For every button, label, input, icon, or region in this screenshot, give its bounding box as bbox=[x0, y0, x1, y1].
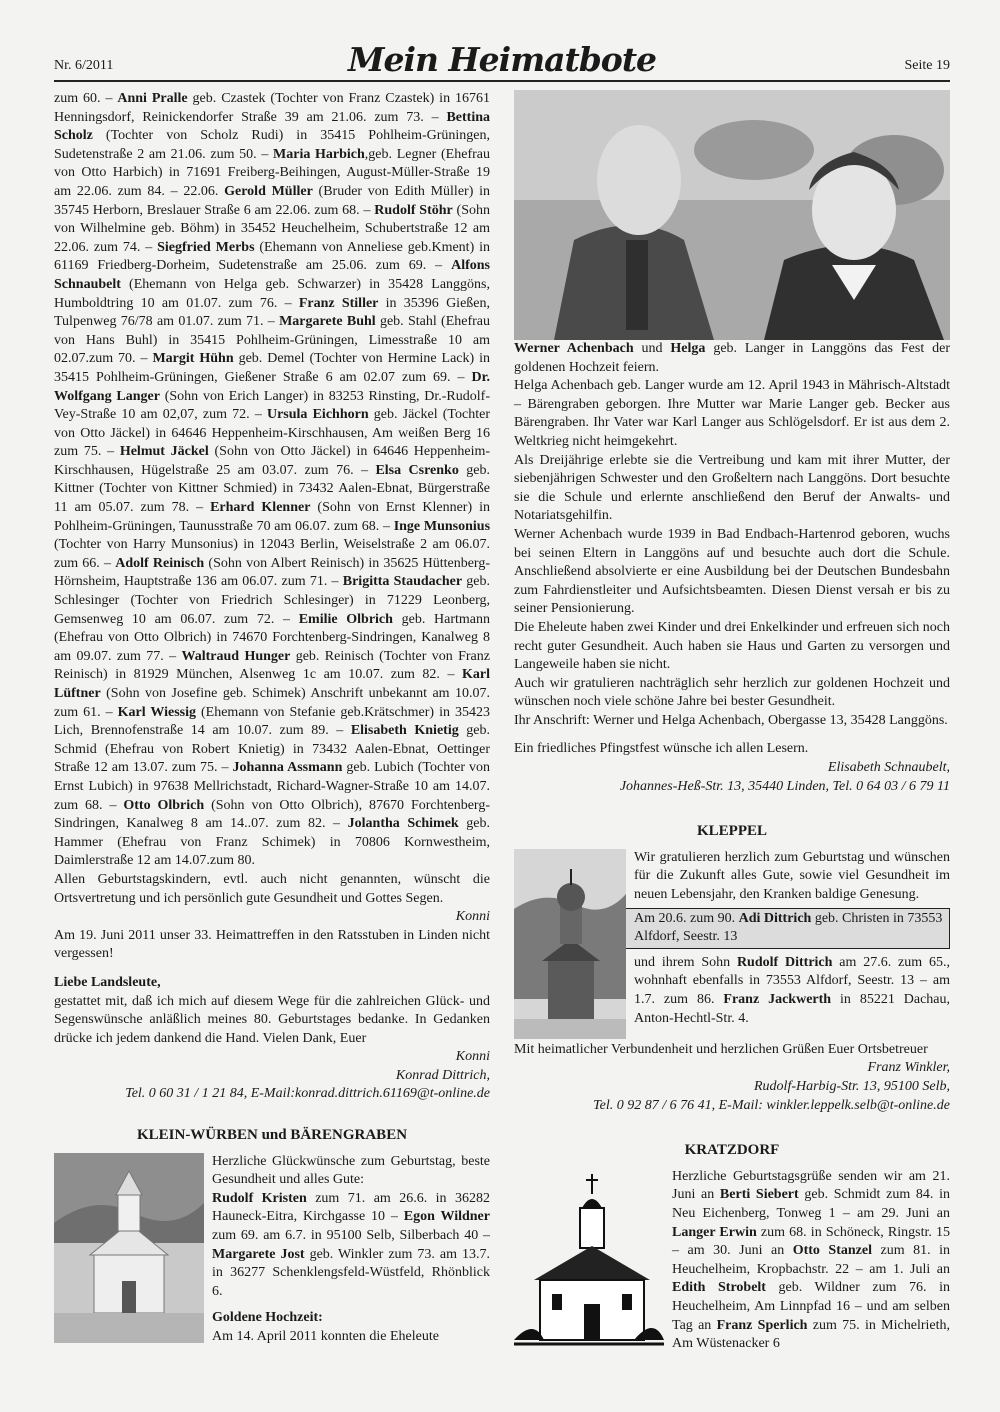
person-name: Maria Harbich bbox=[273, 146, 365, 162]
story-paragraph: Helga Achenbach geb. Langer wurde am 12. April 1943 in Mährisch-Altstadt – Bärengraben geborgen. Ihre Mutter war Marie Langer geb. Becker aus Bärengraben. Ihr Vater war Karl Langer aus Schlögelsdorf. Er ist aus dem 2. Weltkrieg nicht heimgekehrt. bbox=[514, 378, 950, 449]
kleppel-signature: Franz Winkler, bbox=[867, 1060, 950, 1076]
person-name: Langer Erwin bbox=[672, 1224, 757, 1240]
closing-signature: Konni bbox=[455, 909, 490, 925]
golden-wedding-text: Am 14. April 2011 konnten die Eheleute bbox=[212, 1329, 439, 1344]
birthday-list: zum 60. – Anni Pralle geb. Czastek (Tochter von Franz Czastek) in 16761 Henningsdorf, Reinickendorfer Straße 39 am 21.06. zum 73. – Bettina Scholz (Tochter von Scholz Rudi) in 35415 Pohlheim-Grüningen, Sudetenstraße 2 am 21.06. zum 50. – Maria Harbich,geb. Legner (Ehefrau von Otto Harbich) in 71691 Freiberg-Beihingen, August-Müller-Straße 19 am 22.06. zum 84. – 22.06. Gerold Müller (Bruder von Edith Müller) in 35745 Herborn, Breslauer Straße 6 am 22.06. zum 68. – Rudolf Stöhr (Sohn von Wilhelmine geb. Böhm) in 35452 Heuchelheim, Schubertstraße 12 am 22.06. zum 74. – Siegfried Merbs (Ehemann von Anneliese geb.Kment) in 61169 Friedberg-Dorheim, Sudetenstraße am 25.06. zum 69. – Alfons Schnaubelt (Ehemann von Helga geb. Schwarzer) in 35428 Langgöns, Humboldtring 10 am 01.07. zum 76. – Franz Stiller in 35396 Gießen, Tulpenweg 76/78 am 01.07. zum 71. – Margarete Buhl geb. Stahl (Ehefrau von Hans Buhl) in 35415 Pohlheim-Grüningen, Limesstraße 10 am 02.07.zum 70. – Margit Hühn geb. Demel (Tochter von Hermine Lack) in 35415 Pohlheim-Grüningen, Gießener Straße 6 am 02.07 zum 69. – Dr. Wolfgang Langer (Sohn von Erich Langer) in 83253 Rinsting, Dr.-Rudolf-Vey-Straße 10 am 02,07, zum 72. – Ursula Eichhorn geb. Jäckel (Tochter von Otto Jäckel) in 64646 Heppenheim-Kirschhausen, Am weißen Berg 16 zum 75. – Helmut Jäckel (Sohn von Otto Jäckel) in 64646 Heppenheim-Kirschhausen, Hügelstraße 25 am 03.07. zum 76. – Elsa Csrenko geb. Kittner (Tochter von Kittner Schmied) in 73432 Aalen-Ebnat, Bürgerstraße 11 am 05.07. zum 78. – Erhard Klenner (Sohn von Ernst Klenner) in Pohlheim-Grüningen, Taunusstraße 70 am 06.07. zum 68. – Inge Munsonius (Tochter von Harry Munsonius) in 12043 Berlin, Weiselstraße 2 am 06.07. zum 66. – Adolf Reinisch (Sohn von Albert Reinisch) in 35625 Hüttenberg-Hörnsheim, Hauptstraße 136 am 06.07. zum 71. – Brigitta Staudacher geb. Schlesinger (Tochter von Friedrich Schlesinger) in 71229 Leonberg, Gemsenweg 10 am 06.07. zum 72. – Emilie Olbrich geb. Hartmann (Ehefrau von Otto Olbrich) in 74670 Forchtenberg-Sindringen, Kanalweg 8 am 09.07. zum 77. – Waltraud Hunger geb. Reinisch (Tochter von Franz Reinisch) in 81929 München, Alsenweg 1c am 10.07. zum 82. – Karl Lüftner (Sohn von Josefine geb. Schimek) Anschrift unbekannt am 10.07. zum 61. – Karl Wiessig (Ehemann von Stefanie geb.Krätschmer) in 35423 Lich, Brennofenstraße 14 am 10.07. zum 89. – Elisabeth Knietig geb. Schmid (Ehefrau von Robert Knietig) in 73432 Aalen-Ebnat, Oettinger Straße 12 am 13.07. zum 75. – Johanna Assmann geb. Lubich (Tochter von Ernst Lubich) in 97638 Mellrichstadt, Richard-Wagner-Straße 10 am 14.07. zum 68. – Otto Olbrich (Sohn von Otto Olbrich), 87670 Forchtenberg-Sindringen, Kanalweg 8 am 14..07. zum 82. – Jolantha Schimek geb. Hammer (Ehefrau von Franz Schimek) in 70806 Kornwestheim, Daimlerstraße 12 am 14.07.zum 80. bbox=[54, 91, 491, 869]
person-name: Elisabeth Knietig bbox=[350, 723, 459, 739]
story-paragraph: Werner Achenbach wurde 1939 in Bad Endbach-Hartenrod geboren, wuchs bei seinen Eltern in Langgöns auf und besuchte auch dort die Schule. Anschließend absolvierte er eine Ausbildung bei der Deutschen Bundesbahn zum Fahrdienstleiter und Aufsichtsbeamten. Diesen Dienst versah er bis zu seiner Pensionierung. bbox=[514, 526, 950, 617]
klein-wuerben-heading: KLEIN-WÜRBEN und BÄRENGRABEN bbox=[136, 1127, 408, 1144]
person-name: Emilie Olbrich bbox=[298, 611, 393, 627]
landsleute-name: Konrad Dittrich, bbox=[395, 1067, 490, 1083]
person-name: Franz Stiller bbox=[298, 295, 379, 311]
landsleute-text: gestattet mit, daß ich mich auf diesem Wege für die zahlreichen Glück- und Segenswünsche anläßlich meines 80. Geburtstages bedanke. In Gedanken drücke ich jedem dankend die Hand. Vielen Dank, Euer bbox=[54, 993, 490, 1046]
person-name: Gerold Müller bbox=[224, 183, 313, 199]
meeting-reminder: Am 19. Juni 2011 unser 33. Heimattreffen in den Ratsstuben in Linden nicht vergessen! bbox=[54, 927, 490, 962]
kleppel-contact: Tel. 0 92 87 / 6 76 41, E-Mail: winkler.leppelk.selb@t-online.de bbox=[593, 1097, 950, 1113]
person-name: Berti Siebert bbox=[719, 1187, 799, 1203]
person-name: Ursula Eichhorn bbox=[266, 407, 369, 423]
person-name: Rudolf Dittrich bbox=[736, 954, 833, 970]
kleppel-highlight-text: Am 20.6. zum 90. Adi Dittrich geb. Christen in 73553 Alfdorf, Seestr. 13 bbox=[634, 910, 943, 945]
page-header bbox=[54, 40, 950, 82]
person-name: Brigitta Staudacher bbox=[342, 574, 463, 590]
person-name: Bettina Scholz bbox=[54, 109, 490, 144]
kleppel-address: Rudolf-Harbig-Str. 13, 95100 Selb, bbox=[754, 1079, 950, 1095]
person-name: Margit Hühn bbox=[152, 351, 234, 367]
person-name: Otto Olbrich bbox=[123, 797, 205, 813]
person-name: Edith Strobelt bbox=[672, 1280, 766, 1296]
kratzdorf-heading: KRATZDORF bbox=[684, 1142, 780, 1159]
kleppel-list: und ihrem Sohn Rudolf Dittrich am 27.6. zum 65., wohnhaft ebenfalls in 73553 Alfdorf, Seestr. 13 – am 1.7. zum 86. Franz Jackwerth in 85221 Dachau, Anton-Hechtl-Str. 4. bbox=[634, 954, 950, 1026]
kratzdorf-list: Herzliche Geburtstagsgrüße senden wir am 21. Juni an Berti Siebert geb. Schmidt zum 84. in Neu Eichenberg, Tonweg 1 – am 29. Juni an Langer Erwin zum 68. in Schöneck, Ringstr. 15 – am 30. Juni an Otto Stanzel zum 81. in Heuchelheim, Kropbachstr. 22 – am 1. Juli an Edith Strobelt geb. Wildner zum 76. in Heuchelheim, Am Linnpfad 16 – und am selben Tag an Franz Sperlich zum 75. in Michelrieth, Am Wüstenacker 6 bbox=[672, 1168, 951, 1352]
person-name: Franz Sperlich bbox=[716, 1317, 808, 1333]
person-name: Siegfried Merbs bbox=[157, 239, 255, 255]
landsleute-heading: Liebe Landsleute, bbox=[54, 974, 161, 990]
kleppel-chapel-photo bbox=[514, 849, 626, 1039]
person-name: Rudolf Stöhr bbox=[374, 202, 453, 218]
closing-text: Allen Geburtstagskindern, evtl. auch nicht genannten, wünscht die Ortsvertretung und ich persönlich gute Gesundheit und Gottes Segen. bbox=[54, 871, 490, 906]
kratzdorf-church-drawing bbox=[514, 1168, 664, 1358]
pfingst-signature: Elisabeth Schnaubelt, bbox=[827, 760, 950, 776]
person-name: Otto Stanzel bbox=[792, 1243, 872, 1259]
person-name: Rudolf Kristen bbox=[212, 1190, 307, 1206]
kleppel-heading: KLEPPEL bbox=[696, 823, 767, 840]
pfingst-greeting: Ein friedliches Pfingstfest wünsche ich allen Lesern. bbox=[514, 741, 809, 757]
story-paragraph: Auch wir gratulieren nachträglich sehr herzlich zur goldenen Hochzeit und wünschen noch viele schöne Jahre bei bester Gesundheit. bbox=[514, 675, 950, 710]
story-paragraph: Als Dreijährige erlebte sie die Vertreibung und kam mit ihrer Mutter, der siebenjährigen Schwester und den Großeltern nach Langgöns. Dort besuchte sie die Schule und erlernte anschließend den Beruf der Anwalts- und Notariatsgehilfin. bbox=[514, 452, 950, 524]
person-name: Erhard Klenner bbox=[210, 500, 311, 516]
person-name: Adi Dittrich bbox=[738, 910, 812, 926]
person-name: Franz Jackwerth bbox=[723, 992, 832, 1007]
person-name: Karl Lüftner bbox=[54, 667, 490, 701]
person-name: Margarete Buhl bbox=[279, 314, 376, 330]
golden-wedding-heading: Goldene Hochzeit: bbox=[212, 1310, 323, 1326]
person-name: Adolf Reinisch bbox=[115, 555, 205, 571]
story-paragraph: Ihr Anschrift: Werner und Helga Achenbach, Obergasse 13, 35428 Langgöns. bbox=[514, 712, 948, 728]
chapel-photo bbox=[54, 1153, 204, 1343]
person-name: Inge Munsonius bbox=[393, 518, 491, 534]
right-column bbox=[514, 90, 950, 1360]
pfingst-address: Johannes-Heß-Str. 13, 35440 Linden, Tel. 0 64 03 / 6 79 11 bbox=[619, 778, 950, 794]
klein-wuerben-list: Rudolf Kristen zum 71. am 26.6. in 36282 Hauneck-Eitra, Kirchgasse 10 – Egon Wildner zum 69. am 6.7. in 95100 Selb, Silberbach 40 – Margarete Jost geb. Winkler zum 73. am 13.7. in 36277 Schenklengsfeld-Wüstfeld, Rhönblick 6. bbox=[212, 1190, 490, 1299]
person-name: Anni Pralle bbox=[117, 91, 188, 106]
person-name: Elsa Csrenko bbox=[375, 462, 459, 478]
klein-wuerben-intro: Herzliche Glückwünsche zum Geburtstag, beste Gesundheit und alles Gute: bbox=[212, 1153, 490, 1188]
landsleute-signature: Konni bbox=[455, 1049, 490, 1065]
page-number: Seite 19 bbox=[904, 58, 950, 73]
person-name: Waltraud Hunger bbox=[181, 648, 291, 664]
person-name: Alfons Schnaubelt bbox=[54, 258, 490, 292]
issue-number: Nr. 6/2011 bbox=[54, 58, 114, 73]
photo-caption: Werner Achenbach und Helga geb. Langer in Langgöns das Fest der goldenen Hochzeit feiern. bbox=[514, 341, 950, 375]
masthead-title: Mein Heimatbote bbox=[347, 40, 657, 79]
person-name: Helmut Jäckel bbox=[119, 444, 209, 460]
left-column bbox=[54, 90, 490, 1347]
couple-photo bbox=[514, 90, 950, 340]
person-name: Johanna Assmann bbox=[232, 760, 343, 776]
landsleute-contact: Tel. 0 60 31 / 1 21 84, E-Mail:konrad.dittrich.61169@t-online.de bbox=[125, 1086, 490, 1102]
person-name: Karl Wiessig bbox=[117, 704, 196, 720]
person-name: Dr. Wolfgang Langer bbox=[54, 369, 490, 404]
person-name: Margarete Jost bbox=[212, 1246, 305, 1262]
kleppel-closing: Mit heimatlicher Verbundenheit und herzlichen Grüßen Euer Ortsbetreuer bbox=[514, 1041, 928, 1057]
kleppel-intro: Wir gratulieren herzlich zum Geburtstag und wünschen für die Zukunft alles Gute, sowie viel Gesundheit im neuen Lebensjahr, den Kranken baldige Genesung. bbox=[634, 849, 950, 903]
person-name: Jolantha Schimek bbox=[347, 816, 459, 832]
story-paragraph: Die Eheleute haben zwei Kinder und drei Enkelkinder und erfreuen sich noch recht guter Gesundheit. Auch haben sie Haus und Garten zu versorgen und Langeweile haben sie nicht. bbox=[514, 619, 950, 673]
person-name: Egon Wildner bbox=[403, 1209, 490, 1225]
